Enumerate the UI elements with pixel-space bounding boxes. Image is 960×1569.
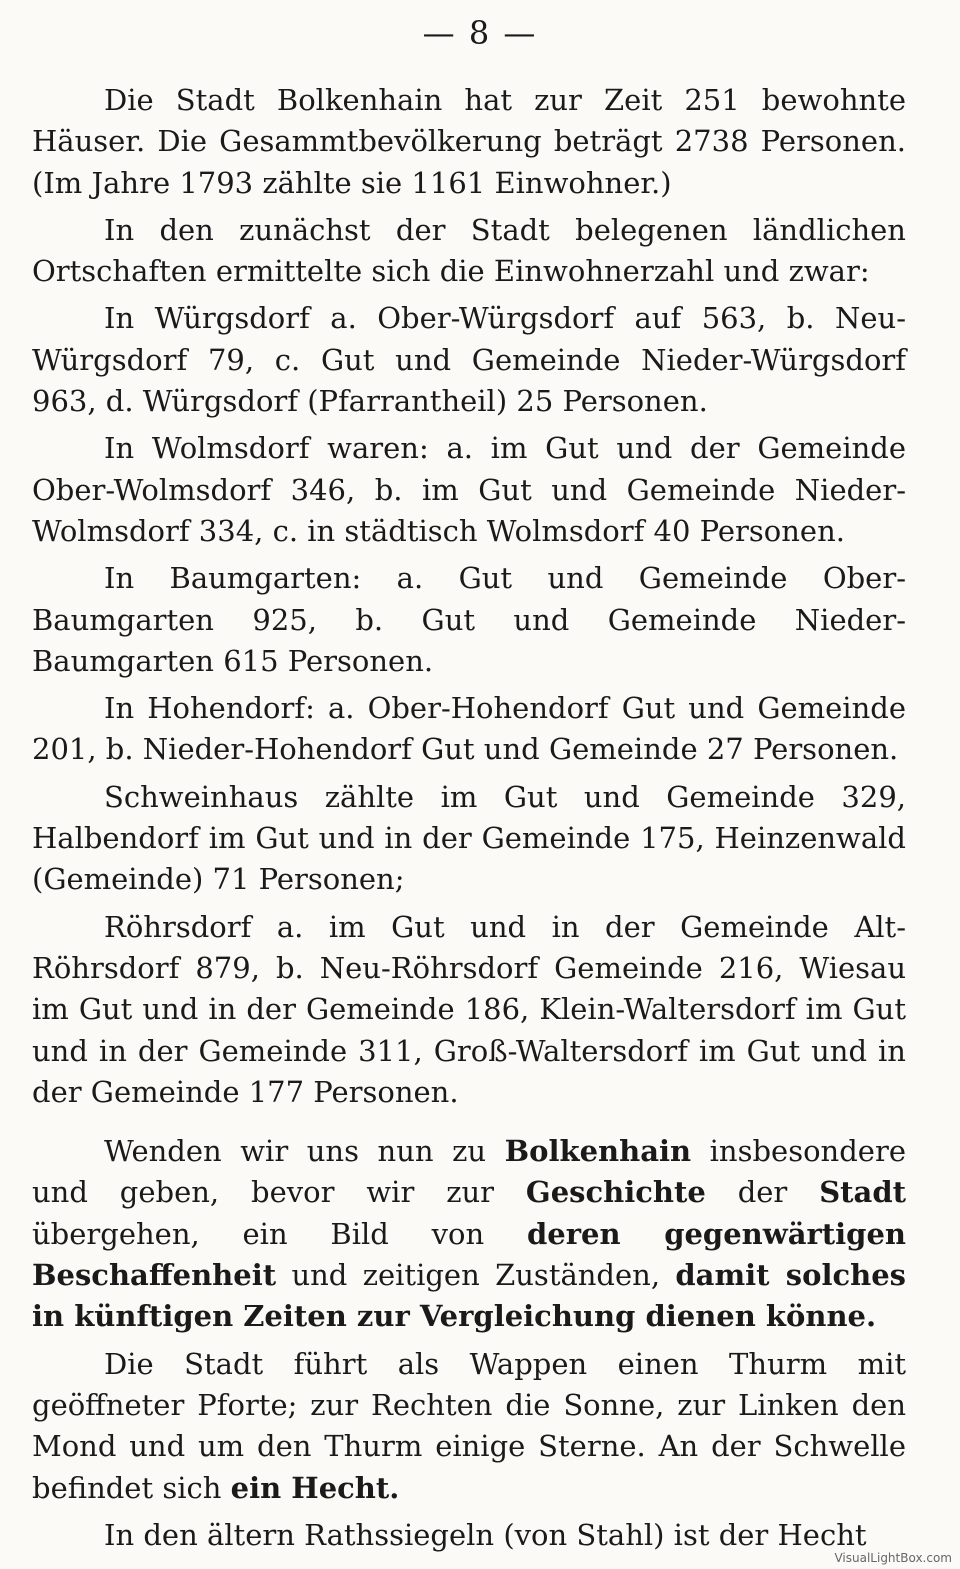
- watermark-footer: VisualLightBox.com: [834, 1551, 952, 1565]
- bold-run: ein Hecht.: [230, 1470, 400, 1505]
- paragraph-wolmsdorf: In Wolmsdorf waren: a. im Gut und der Gemeinde Ober-Wolmsdorf 346, b. im Gut und Gemeinde Nieder-Wolmsdorf 334, c. in städtisch Wolmsdorf 40 Personen.: [32, 431, 906, 548]
- bold-run: Geschichte: [525, 1175, 706, 1210]
- paragraph-schweinhaus: Schweinhaus zählte im Gut und Gemeinde 329, Halbendorf im Gut und in der Gemeinde 175, Heinzenwald (Gemeinde) 71 Personen;: [32, 779, 906, 897]
- paragraph-baumgarten: In Baumgarten: a. Gut und Gemeinde Ober-Baumgarten 925, b. Gut und Gemeinde Nieder-Baumgarten 615 Personen.: [32, 561, 906, 678]
- paragraph-wuergsdorf: In Würgsdorf a. Ober-Würgsdorf auf 563, b. Neu-Würgsdorf 79, c. Gut und Gemeinde Nieder-Würgsdorf 963, d. Würgsdorf (Pfarrantheil) 25 Personen.: [32, 301, 906, 419]
- bold-run: damit solches in künftigen Zeiten zur Vergleichung dienen könne.: [32, 1258, 906, 1334]
- bold-run: deren gegenwärtigen Beschaffenheit: [32, 1216, 906, 1293]
- page-number: — 8 —: [422, 14, 538, 52]
- bold-run: Stadt: [819, 1175, 906, 1210]
- text-run: Wenden wir uns nun zu: [104, 1134, 505, 1169]
- paragraph-roehrsdorf: Röhrsdorf a. im Gut und in der Gemeinde Alt-Röhrsdorf 879, b. Neu-Röhrsdorf Gemeinde 216, Wiesau im Gut und in der Gemeinde 186, Klein-Waltersdorf im Gut und in der Gemeinde 311, Groß-Waltersdorf im Gut und in der Gemeinde 177 Personen.: [32, 909, 906, 1109]
- paragraph-villages-intro: In den zunächst der Stadt belegenen ländlichen Ortschaften ermittelte sich die Einwohnerzahl und zwar:: [32, 212, 906, 289]
- text-run: und zeitigen Zuständen,: [276, 1258, 676, 1293]
- text-run: der: [705, 1175, 820, 1210]
- text-run: insbesondere und geben, bevor wir zur: [32, 1134, 906, 1210]
- paragraph-seals: In den ältern Rathssiegeln (von Stahl) ist der Hecht: [104, 1517, 867, 1552]
- bold-run: Bolkenhain: [504, 1134, 692, 1169]
- text-run: Die Stadt führt als Wappen einen Thurm mit geöffneter Pforte; zur Rechten die Sonne, zur Linken den Mond und um den Thurm einige Sterne. An der Schwelle befindet sich: [32, 1346, 906, 1505]
- paragraph-bolkenhain-intro: [32, 1131, 906, 1337]
- paragraph-population: Die Stadt Bolkenhain hat zur Zeit 251 bewohnte Häuser. Die Gesammtbevölkerung beträgt 2738 Personen. (Im Jahre 1793 zählte sie 1161 Einwohner.): [32, 83, 906, 200]
- body-text: [32, 80, 906, 1562]
- text-run: übergehen, ein Bild von: [32, 1216, 527, 1251]
- paragraph-coat-of-arms: [32, 1344, 906, 1509]
- paragraph-hohendorf: In Hohendorf: a. Ober-Hohendorf Gut und Gemeinde 201, b. Nieder-Hohendorf Gut und Gemeinde 27 Personen.: [32, 691, 906, 767]
